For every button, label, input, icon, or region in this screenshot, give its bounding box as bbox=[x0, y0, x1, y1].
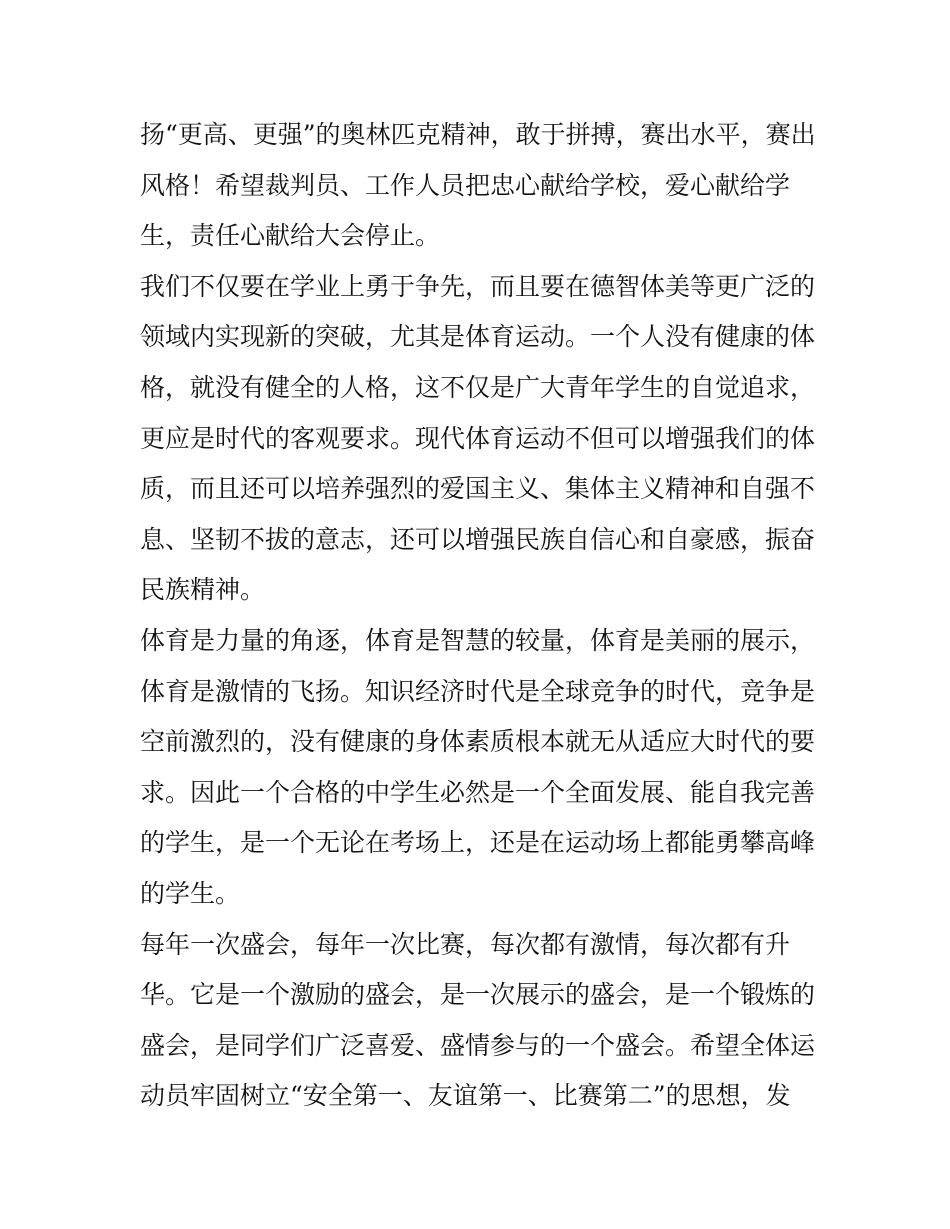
text-line: 我们不仅要在学业上勇于争先，而且要在德智体美等更广泛的 bbox=[140, 271, 816, 301]
text-line: 体育是力量的角逐，体育是智慧的较量，体育是美丽的展示， bbox=[140, 625, 816, 655]
text-line: 息、坚韧不拔的意志，还可以增强民族自信心和自豪感，振奋 bbox=[140, 524, 816, 554]
text-line: 生，责任心献给大会停止。 bbox=[140, 221, 441, 251]
text-line: 每年一次盛会，每年一次比赛，每次都有激情，每次都有升 bbox=[140, 929, 791, 959]
text-line: 盛会，是同学们广泛喜爱、盛情参与的一个盛会。希望全体运 bbox=[140, 1030, 816, 1060]
text-line: 的学生。 bbox=[140, 878, 241, 908]
text-line: 质，而且还可以培养强烈的爱国主义、集体主义精神和自强不 bbox=[140, 474, 816, 504]
text-line: 民族精神。 bbox=[140, 575, 266, 605]
text-line: 华。它是一个激励的盛会，是一次展示的盛会，是一个锻炼的 bbox=[140, 980, 816, 1010]
text-line: 动员牢固树立“安全第一、友谊第一、比赛第二”的思想，发 bbox=[140, 1081, 791, 1111]
text-line: 格，就没有健全的人格，这不仅是广大青年学生的自觉追求， bbox=[140, 372, 816, 402]
text-line: 空前激烈的，没有健康的身体素质根本就无从适应大时代的要 bbox=[140, 727, 816, 757]
text-line: 领域内实现新的突破，尤其是体育运动。一个人没有健康的体 bbox=[140, 322, 816, 352]
text-line: 风格！希望裁判员、工作人员把忠心献给学校，爱心献给学 bbox=[140, 170, 791, 200]
text-line: 更应是时代的客观要求。现代体育运动不但可以增强我们的体 bbox=[140, 423, 816, 453]
text-line: 扬“更高、更强”的奥林匹克精神，敢于拼搏，赛出水平，赛出 bbox=[140, 120, 816, 149]
text-line: 体育是激情的飞扬。知识经济时代是全球竞争的时代，竞争是 bbox=[140, 676, 816, 706]
document-body bbox=[140, 110, 820, 1122]
text-line: 求。因此一个合格的中学生必然是一个全面发展、能自我完善 bbox=[140, 777, 816, 807]
text-line: 的学生，是一个无论在考场上，还是在运动场上都能勇攀高峰 bbox=[140, 828, 816, 858]
